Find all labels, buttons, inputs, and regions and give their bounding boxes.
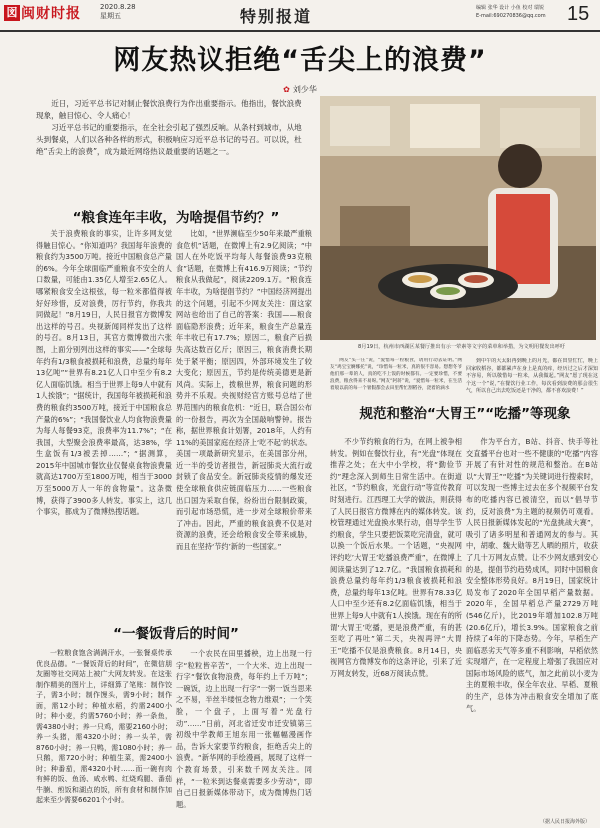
article-headline: 网友热议拒绝“舌尖上的浪费” <box>113 45 487 76</box>
star-icon: ✿ <box>283 85 290 94</box>
body-text: 一个农民在田里播秧，边上出现一行字“粒粒皆辛苦”，一个大米、边上出现一行字“餐饮食物浪费，每年约上千万吨”；一碗饭，边上出现一行字“一粥一饭当思来之不易，半丝半缕恒念物力维艰”；一个笑脸，一个盘子，上面写着“光盘行动”……”日前，河北省迁安市迁安镇第三初级中学教师王旭东用一张幅幅漫画作品，告诉大家要节约粮食，拒绝舌尖上的浪费。“新华网的手绘漫画，展现了这样一个教育场景，引来数千网友关注。同样，“一粒米到达餐桌需要多少劳动”，即自己日报新媒体带动下，成为微博热门话题。 <box>176 649 312 809</box>
page-number: 15 <box>567 3 590 25</box>
body-text: 比如，“世界濒临至少50年来最严重粮食危机”话题，在微博上有2.9亿阅读；“中国人在外吃饭平均每人每餐浪费93克粮食”话题，在微博上有416.9万阅读；“节约粮食从我做起”，阅读2209.1万。“粮食连年丰收，为啥提倡节约？”中国经济网提出的这个问题，引起不少网友关注：面这家网站也给出了自己的答案：我国——粮食面临隐形浪费；近年来，粮食生产总量连年丰收已有17.7%；原因二，粮食产后损失高达数百亿斤；原因三，粮食消费长期处于紧平衡；原因四，外部环境发生了较大变化；原因五，节约是传统美德更是新风尚。实际上，拨粮世界，粮食问题的形势并不乐观。央视财经官方账号总结了世界范围内的粮食危机：“近日，联合国公布的一份报告，再次为全国敲响警钟。报告称，据世界粮食计划署，2018年，人约有11%的美国家庭在经济上‘吃不起’的状态。美国一项最新研究显示，在美国部分州，近一半的受访者报告，新冠肺炎大流行或封锁了食品安全。新冠肺炎疫情的爆发还使全球粮食供应链面临压力……一些粮食出口国为采取自保，纷纷出台限制政策，而引起市场恐慌，进一步对全球粮价带来了冲击。因此，严重的粮食浪费不仅是对资源的浪费，还会给粮食安全带来威胁，而且在坚持‘节约’新的一些国家。” <box>176 229 312 552</box>
byline-author: 刘少华 <box>292 85 317 94</box>
lead-paragraph: 习近平总书记的重要指示，在全社会引起了强烈反响。从条村到城市，从地头到餐桌，人们以各种各样的形式，积极响应习近平总书记的号召。可以说，杜绝“舌尖上的浪费”，成为最近网络热议最重要的话题之一。 <box>36 123 302 156</box>
logo-text: 闽财时报 <box>21 6 81 22</box>
byline <box>0 84 600 95</box>
body-column-2 <box>176 228 312 553</box>
header-rule <box>0 30 600 32</box>
body-text: 到中午的大太阳再到晚上的月光，都在田里忙忙，晚上回家收稻谷，都都累声在身上是真的痒，经历过之后才深知不容易，所以敬惜每一粒米，从我做起。”网友“愿了现在这个这一个“说，”在餐饮行业工作，每次看到浪费的那会很生气，所以自己出去吃饭还是干净的，都不喜欢浪费！” <box>466 358 598 394</box>
editor-contact: E-mail:690270836@qq.com <box>476 13 546 19</box>
body-text: 不少节约粮食的行为，在网上被争相转发。例如在餐饮行业，有“光盘”体现在推荐之处；在大中小学校，将“勤俭节约”理念深入到师生日常生活中。在街道社区，“节约粮食，光盘行动”等宣传教育时刻进行。江西理工大学的做法，则获得了人民日报官方微博在内的媒体转发。该校管理通过光盘换水果行动，倡导学生节约粮食，学生只要把饭菜吃完清盘，就可以换一个饭后水果。一个话题，“央视网评约吃’大胃王’吃播浪费严重”，在微博上阅读量达到了12.7亿。“我国粮食损耗和浪费总量约每年约1/3粮食被损耗和浪费，总量约每年13亿吨。世界有78.33亿人口中至少还有8.2亿面临饥饿，相当于世界上每9人中就有1人挨饿。现在有的所谓‘大胃王’吃播，更是浪费严重，有的甚至吃了再吐”第二天，央视再评“大胃王”吃播不仅是浪费粮食。8月14日，央视网官方微博发布的这条评论，引来了近万网友转发，近68万阅读点赞。 <box>330 437 462 678</box>
article-photo <box>320 96 596 340</box>
subhead-meal-time: “一餐饭背后的时间” <box>113 626 239 642</box>
photo-caption: 8月19日，杭州市西湖区某餐厅推出有示一荤素等文字的菜单和举措，为文明用餐发出呼吁 <box>358 344 566 350</box>
section-title: 特别报道 <box>240 7 313 26</box>
lead-paragraph: 近日，习近平总书记对制止餐饮浪费行为作出重要指示。他指出，餐饮浪费现象，触目惊心、令人痛心！ <box>36 99 302 120</box>
subhead-mukbang-regulation: 规范和整治“大胃王”“吃播”等现象 <box>359 406 571 422</box>
editor-info: 编辑 张华 设计 小鱼 校对 瑞锐 <box>476 5 544 11</box>
subhead-grain-harvest: “粮食连年丰收，为啥提倡节约？” <box>72 210 280 226</box>
newspaper-logo <box>4 2 81 24</box>
body-text: 作为平台方，B站、抖音、快手等社交直播平台也对一些不健康的“吃播”内容开展了有针对性的规范和整治。在B站以“大胃王”“吃播”为关键词进行搜索时，可以发现一些博主过去在多个视频平台发布的吃播内容已被清空，而以“倡导节约，反对浪费”为主题的视频仍可观看。人民日报新媒体发起的“光盘挑战大赛”，吸引了诸多明星和普通网友的参与。其中，胡歌、魏大勋等艺人晒的照片，收获了几十万网友点赞。让不少网友感到安心的是，提倡节约趋势成风，同时中国粮食安全整体形势良好。8月19日，国家统计局发布了2020年全国早稻产量数据。2020年，全国早稻总产量2729万吨(546亿斤)，比2019年增加102.8万吨(20.6亿斤)，增长3.9%。国家粮食之前持续了4年的下降态势。今年，早稻生产面临恶劣天气等多重不利影响，早稻依然实现增产，在一定程度上增强了我国应对国际市场风险的底气，加之此前以小麦为主的夏粮丰收，保全年农业、早稻、夏粮的生产，总体为冲击粮食安全增加了底气。 <box>466 437 598 713</box>
issue-date: 2020.8.28 <box>100 3 136 11</box>
lead-paragraphs <box>36 98 306 158</box>
issue-weekday: 星期五 <box>100 12 121 20</box>
logo-mark: 図 <box>4 5 20 21</box>
body-text: 网友“头一庄”说，“爱惜每一粒粮食，请用行动去证明。”网友“鸡宝宝婀娜托”说，“珍惜每一粒米，真的很不容易。想想冬爷他们那一辈的人，真的吃不上饭的时候都有。一定要珍惜，不要浪费，粮食得来不易呀。”网友“阿蒋”说，“爱惜每一粒米，在生活着般以前的每一个暑假都会去田里帮忙割稻谷，浇着的滴水 <box>330 358 462 391</box>
body-column-3 <box>36 648 172 806</box>
body-column-8 <box>466 436 598 714</box>
masthead <box>0 0 600 30</box>
body-column-1 <box>36 228 172 518</box>
body-text: 关于浪费粮食的事实，让许多网友觉得触目惊心。“你知道吗？我国每年浪费的粮食约为3500万吨。接近中国粮食总产量的6%。今年全球面临严重粮食不安全的人口数量，可能由1.35亿人增至2.65亿人。哪紧粮食安全这根弦，每一粒米都值得被好好珍惜，反对浪费，厉行节约，你我共同做起！”8月19日，人民日报官方微博发出这样的号召。央视新闻同样发出了这样的号召。8月13日，其官方微博微出六张图，上面分别列出这样的事实——“全球每年约有1/3粮食被损耗和浪费，总量约每年13亿吨”“世界有8.21亿人口中至少有8.2亿人面临饥饿。相当于世界上每9人中就有1人挨饿”；“据统计，我国每年被损耗和浪费的粮食约3500万吨，接近于中国粮食总产量的6%”；“我国餐饮业人均食物浪费量为每人每餐93克，浪费率为11.7%”；“在我国，大型聚会浪费率最高，达38%，学生盒饭有1/3被丢掉……”；“据测算，2015年中国城市餐饮业仅餐桌食物浪费量就高达1700万至1800万吨，相当于3000万至5000万人一年的食物量”。这条微博，获得了3900多人转发。事实上，这几个事实，都成为了微博热搜话题。 <box>36 229 172 517</box>
body-text: 一粒粮食饱含满满汗水，一张餐桌传承优良品德。“一餐饭背后的时间”，在微信朋友圈等社交网站上被广大网友转发。在这张制作精美的图片上，详细算了笔账：制作饺子，需3小时；制作馒头，需9小时；制作面，需12小时；种植水稻，约需2400小时；种小麦，约需5760小时；养一条鱼，需4380小时；养一只鸡，需要2160小时；养一头猪，需4320小时；养一头羊，需8760小时；养一只鸭，需1080小时；养一只鹅，需720小时；种植生菜，需2400小时；种番茄，需4320小时……而一碗有肉有鲜的饭、鱼汤、咸水鸭、红烧鸡腿、番茄牛腩、煎饭和湖点的饭，所有食材和制作加起来至少需要66201个小时。 <box>36 649 172 804</box>
body-column-7 <box>330 436 462 679</box>
source-note: （据人民日报海外版） <box>540 819 591 825</box>
body-column-4 <box>176 648 312 810</box>
restaurant-photo-illustration <box>320 96 596 340</box>
body-column-5 <box>330 358 462 393</box>
issue-date-block <box>100 3 136 21</box>
body-column-6 <box>466 358 598 396</box>
